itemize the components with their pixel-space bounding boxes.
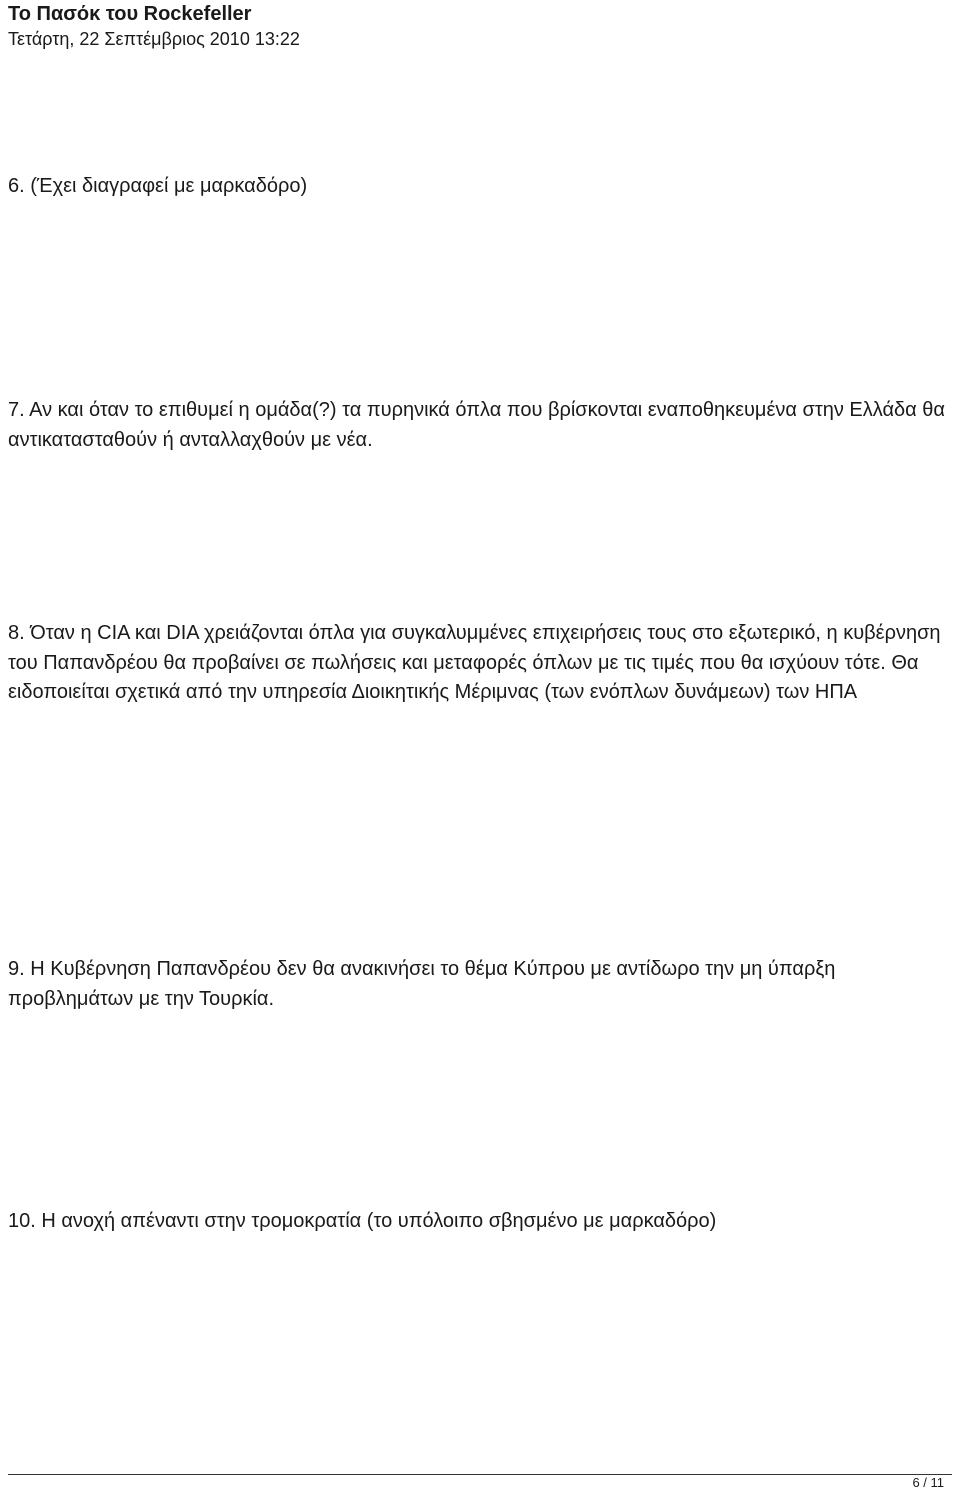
page-number: 6 / 11	[912, 1475, 944, 1490]
footer-divider	[8, 1474, 952, 1475]
list-item-6: 6. (Έχει διαγραφεί με μαρκαδόρο)	[8, 175, 308, 197]
document-title: Το Πασόκ του Rockefeller	[8, 3, 252, 25]
document-date: Τετάρτη, 22 Σεπτέμβριος 2010 13:22	[8, 29, 300, 49]
list-item-9: 9. Η Κυβέρνηση Παπανδρέου δεν θα ανακινήσει το θέμα Κύπρου με αντίδωρο την μη ύπαρξη προβλημάτων με την Τουρκία.	[8, 958, 836, 1010]
list-item-7: 7. Αν και όταν το επιθυμεί η ομάδα(?) τα πυρηνικά όπλα που βρίσκονται εναποθηκευμένα στην Ελλάδα θα αντικατασταθούν ή ανταλλαχθούν με νέα.	[8, 399, 945, 451]
list-item-8: 8. Όταν η CIA και DIA χρειάζονται όπλα για συγκαλυμμένες επιχειρήσεις τους στο εξωτερικό, η κυβέρνηση του Παπανδρέου θα προβαίνει σε πωλήσεις και μεταφορές όπλων με τις τιμές που θα ισχύουν τότε. Θα ειδοποιείται σχετικά από την υπηρεσία Διοικητικής Μέριμνας (των ενόπλων δυνάμεων) των ΗΠΑ	[8, 622, 941, 703]
document-header	[8, 0, 300, 50]
list-item-10: 10. Η ανοχή απέναντι στην τρομοκρατία (το υπόλοιπο σβησμένο με μαρκαδόρο)	[8, 1210, 717, 1232]
